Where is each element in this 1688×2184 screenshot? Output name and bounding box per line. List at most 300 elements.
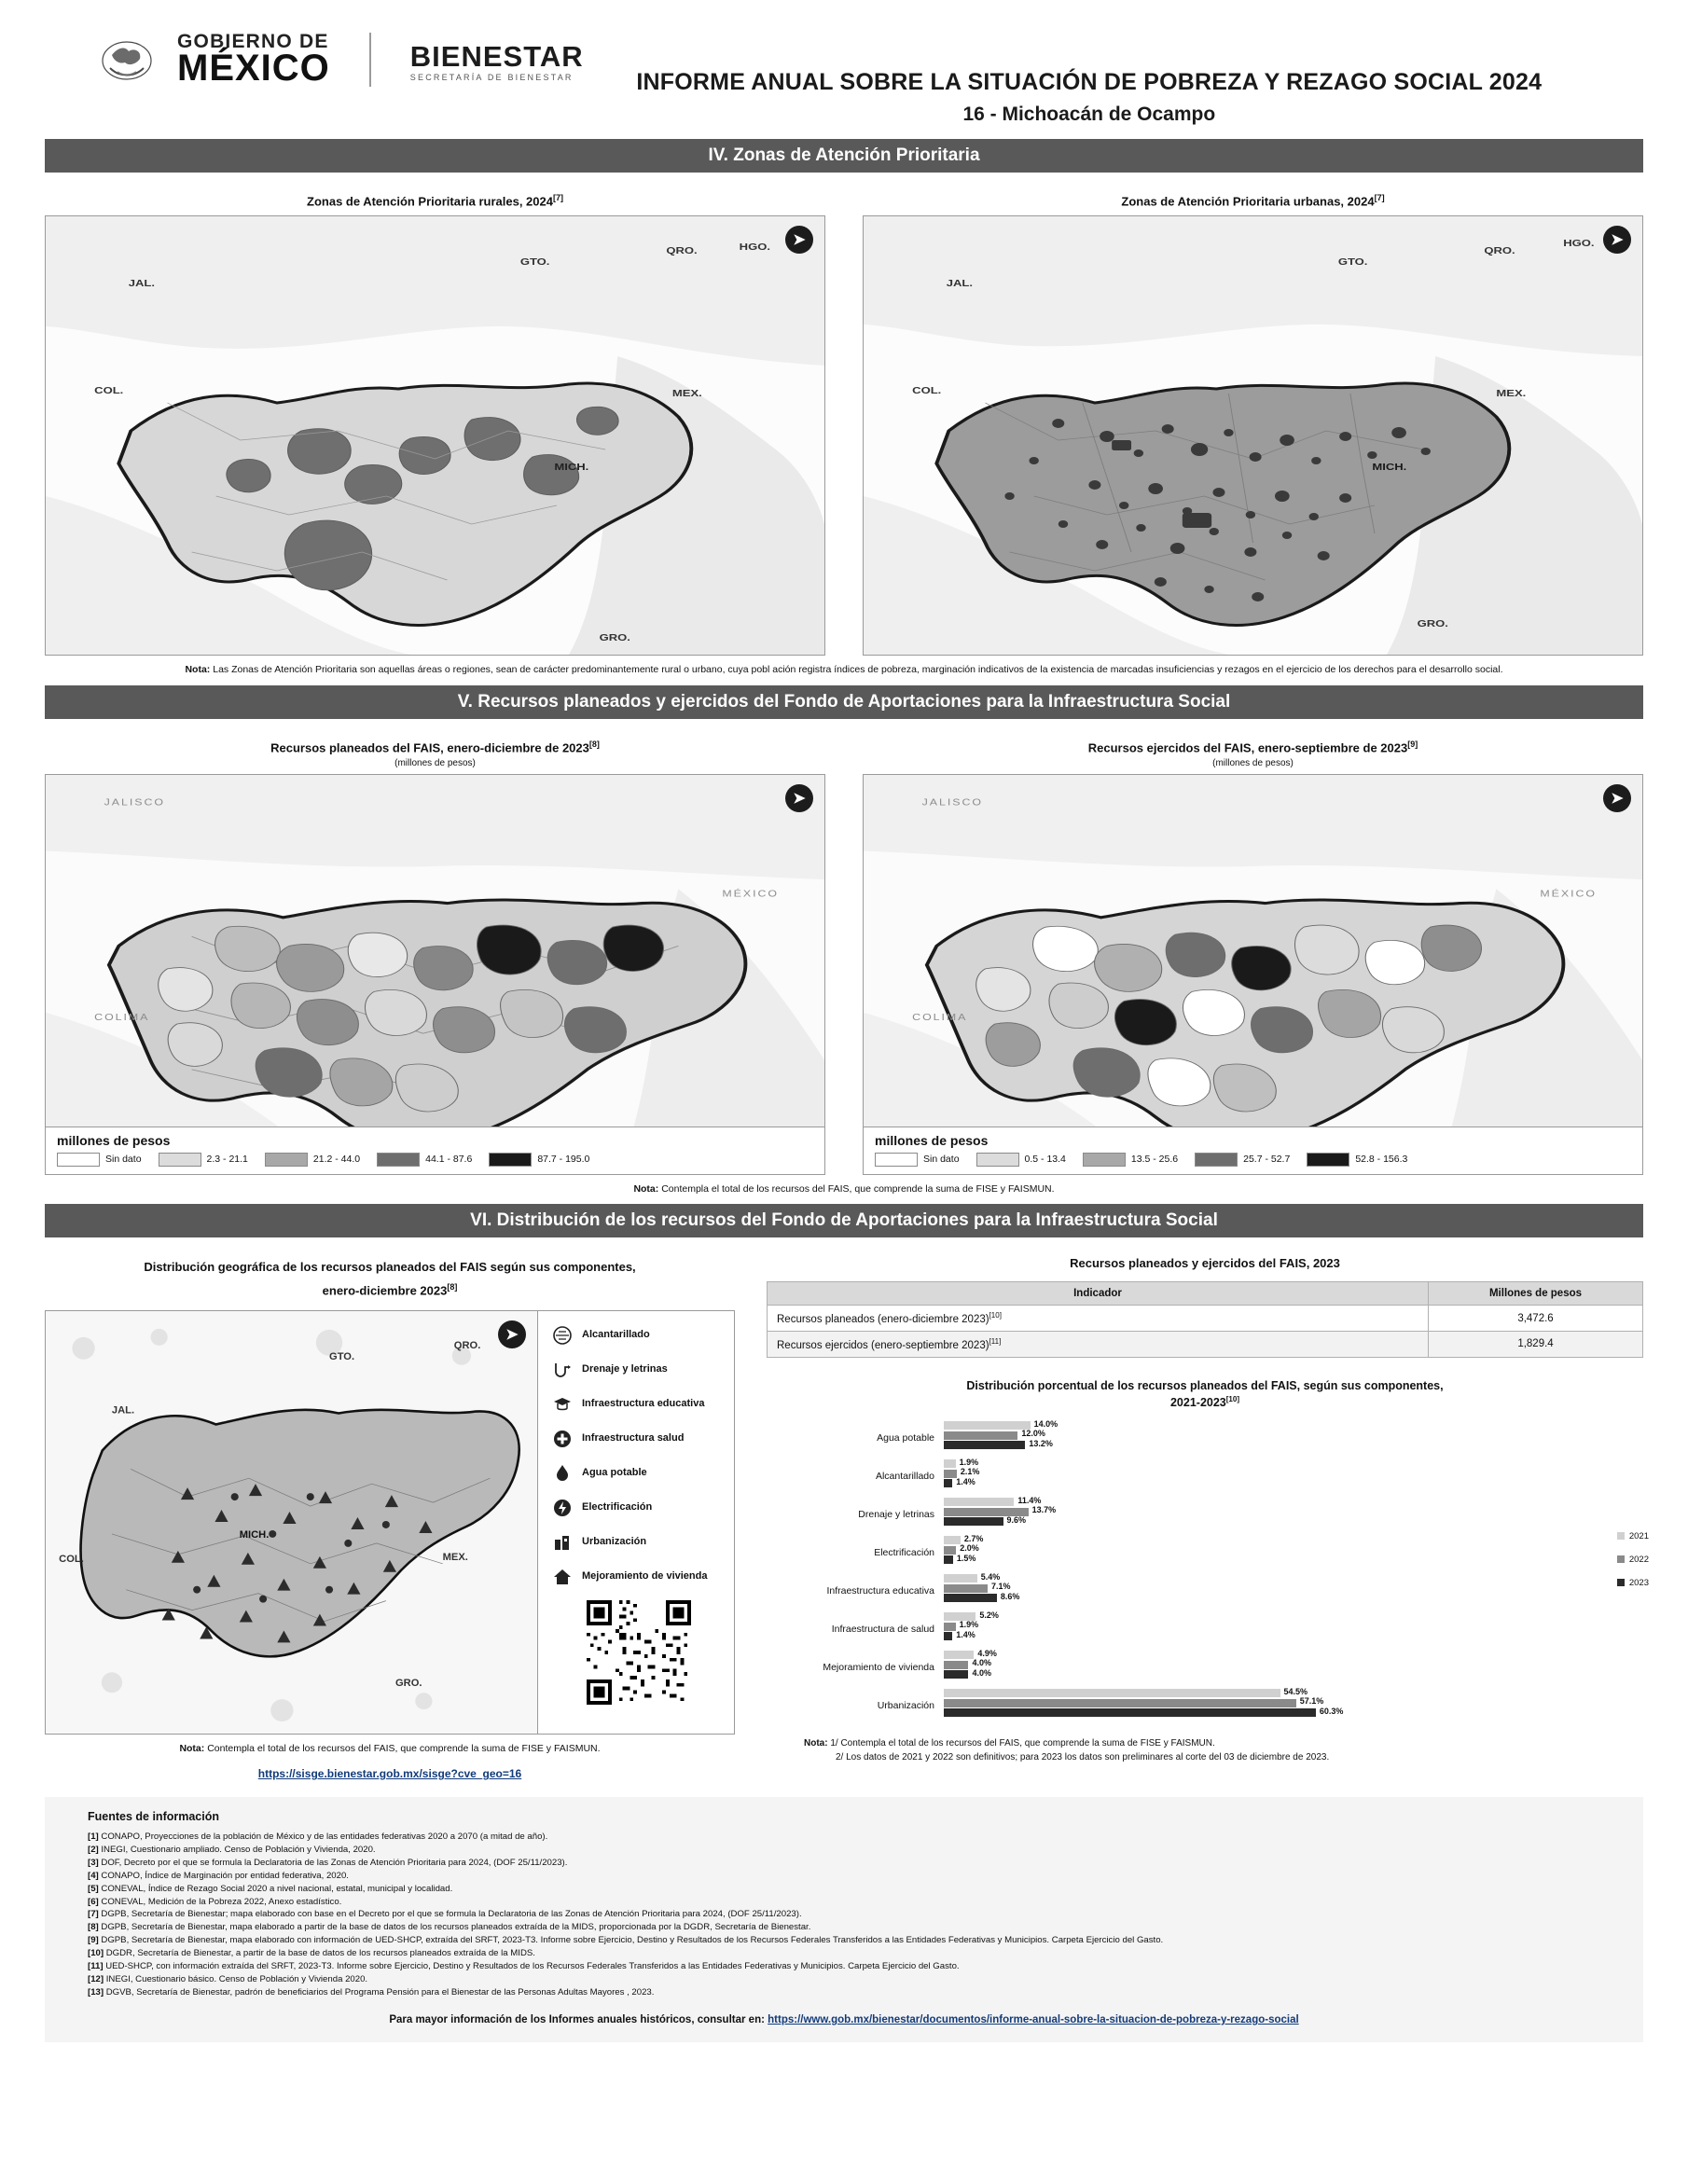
chart-title: [767, 1378, 1643, 1412]
legend-salud: [551, 1428, 725, 1450]
government-logo: [93, 26, 584, 87]
fais-ejercidos-units: (millones de pesos): [1212, 757, 1294, 768]
zap-rural-title-text: Zonas de Atención Prioritaria rurales, 2024: [307, 194, 553, 209]
components-map-note-text: Contempla el total de los recursos del FAIS, que comprende la suma de FISE y FAISMUN.: [207, 1742, 601, 1754]
government-wordmark: [177, 32, 330, 87]
legend-label: 2.3 - 21.1: [206, 1154, 248, 1166]
state-label-col: COL.: [94, 385, 124, 396]
state-label-col-2: COL.: [912, 385, 942, 396]
health-icon: [551, 1428, 574, 1450]
components-map-with-legend[interactable]: [45, 1310, 735, 1735]
source-item: [88, 1973, 1600, 1986]
sources-list: [88, 1831, 1600, 1999]
chart-bar: [944, 1620, 979, 1631]
table-cell-indicador: [768, 1306, 1429, 1332]
legend-label: Sin dato: [923, 1154, 960, 1166]
section-bar-iv: IV. Zonas de Atención Prioritaria: [45, 139, 1643, 173]
table-row: [768, 1331, 1643, 1357]
table-header-millones: Millones de pesos: [1429, 1282, 1643, 1306]
compass-icon-5: ➤: [498, 1320, 526, 1348]
row-1-sup: [11]: [989, 1336, 1002, 1346]
zap-urbana-title: [863, 193, 1643, 208]
sources-section: [45, 1797, 1643, 2042]
chart-bar: [944, 1418, 1058, 1430]
components-map[interactable]: [46, 1311, 538, 1734]
sisge-link[interactable]: https://sisge.bienestar.gob.mx/sisge?cve_geo=16: [257, 1767, 522, 1781]
table-cell-indicador: [768, 1331, 1429, 1357]
chart-bar-value: 54.5%: [1283, 1686, 1308, 1696]
zap-rural-map[interactable]: [45, 215, 825, 656]
source-item: [88, 1896, 1600, 1909]
zap-rural-panel: [45, 184, 825, 656]
source-item: [88, 1921, 1600, 1934]
fais-planeados-title-text: Recursos planeados del FAIS, enero-diciembre de 2023: [270, 740, 589, 754]
section-iv-note: [0, 656, 1688, 677]
legend-agua: [551, 1462, 725, 1485]
components-map-title: [45, 1256, 735, 1303]
legend-swatch: [1195, 1153, 1238, 1167]
legend-ejercidos: [864, 1127, 1642, 1174]
state-label-mex: MEX.: [671, 388, 702, 399]
chart-bar-value: 1.4%: [956, 1476, 975, 1486]
urbanization-icon: [551, 1531, 574, 1554]
sources-heading: Fuentes de información: [88, 1810, 219, 1824]
state-label-gto: GTO.: [519, 256, 550, 268]
components-map-panel: [45, 1247, 735, 1780]
source-number: [8]: [88, 1922, 102, 1933]
source-item: [88, 1844, 1600, 1857]
legend-planeados: [46, 1127, 824, 1174]
drain-icon: [551, 1359, 574, 1381]
footer-link-line[interactable]: [88, 2014, 1600, 2025]
compass-icon-2: ➤: [1603, 226, 1631, 254]
components-map-title-sup: [8]: [447, 1281, 458, 1292]
chart-bar: [944, 1571, 1001, 1583]
chart-category-label: Mejoramiento de vivienda: [823, 1662, 934, 1674]
source-text: CONAPO, Proyecciones de la población de México y de las entidades federativas 2020 a 2070 (a mitad de año).: [101, 1832, 548, 1843]
legend-item: [57, 1153, 142, 1167]
components-map-title-l1: Distribución geográfica de los recursos planeados del FAIS según sus componentes,: [144, 1260, 636, 1275]
legend-key-2021: [1617, 1532, 1625, 1540]
source-item: [88, 1934, 1600, 1947]
fais-ejercidos-map-svg: [864, 775, 1642, 1174]
chart-bar-value: 13.7%: [1031, 1505, 1057, 1515]
fais-planeados-map[interactable]: [45, 774, 825, 1175]
source-text: DGPB, Secretaría de Bienestar, mapa elaborado con información de UED-SHCP, extraída del SRFT, 2023-T3. Informe sobre Ejercicio, Destino y Resultados de los Recursos Federales Transferidos a las Entidades Federativas y Municipios. Carpeta Ejercicio del Gasto.: [101, 1935, 1164, 1946]
chart-bar-value: 2.0%: [960, 1543, 979, 1554]
chart-bar: [944, 1514, 1027, 1526]
legend-electrificacion-label: Electrificación: [582, 1501, 653, 1514]
zap-rural-title: [45, 193, 825, 208]
state-label-jal-2: JAL.: [946, 278, 973, 289]
chart-bar-value: 57.1%: [1299, 1696, 1324, 1707]
legend-label: 87.7 - 195.0: [537, 1154, 590, 1166]
source-text: CONEVAL, Índice de Rezago Social 2020 a nivel nacional, estatal, municipal y localidad.: [101, 1883, 453, 1894]
document-title-block: [584, 26, 1632, 126]
section-v-note-text: Contempla el total de los recursos del FAIS, que comprende la suma de FISE y FAISMUN.: [661, 1182, 1055, 1195]
source-text: CONEVAL, Medición de la Pobreza 2022, Anexo estadístico.: [101, 1896, 342, 1907]
state-label-gro-2: GRO.: [1417, 618, 1448, 629]
gob-line1: GOBIERNO DE: [177, 31, 329, 52]
source-item: [88, 1947, 1600, 1960]
chart-bar: [944, 1438, 1053, 1449]
source-number: [6]: [88, 1896, 102, 1907]
chart-category-label: Electrificación: [874, 1547, 934, 1559]
source-number: [5]: [88, 1883, 102, 1894]
chart-note-2: 2/ Los datos de 2021 y 2022 son definitivos; para 2023 los datos son preliminares al corte del 03 de diciembre de 2023.: [836, 1751, 1330, 1762]
source-number: [3]: [88, 1857, 102, 1868]
chart-bar: [944, 1629, 975, 1640]
source-number: [7]: [88, 1909, 102, 1920]
chart-category-row: [767, 1534, 1643, 1572]
table-header-row: [768, 1282, 1643, 1306]
state-label-hgo-2: HGO.: [1563, 238, 1595, 249]
legend-drenaje: [551, 1359, 725, 1381]
chart-bar-value: 9.6%: [1006, 1514, 1027, 1525]
fais-ejercidos-title: [863, 740, 1643, 754]
chart-bar: [944, 1495, 1042, 1506]
fais-planeados-title: [45, 740, 825, 754]
chart-bar-value: 2.7%: [963, 1533, 984, 1543]
chart-legend-2023: [1617, 1578, 1649, 1588]
components-label-col: COL.: [59, 1553, 84, 1565]
row-0-indicador: Recursos planeados (enero-diciembre 2023): [777, 1313, 989, 1325]
legend-item: [976, 1153, 1066, 1167]
legend-educativa: [551, 1393, 725, 1416]
source-number: [9]: [88, 1935, 102, 1946]
row-1-valor: 1,829.4: [1429, 1331, 1643, 1357]
source-number: [13]: [88, 1986, 106, 1997]
compass-icon: ➤: [785, 226, 813, 254]
legend-urbanizacion-label: Urbanización: [582, 1536, 647, 1548]
gob-line2: MÉXICO: [177, 48, 330, 89]
chart-bar: [944, 1648, 997, 1659]
chart-title-sup: [10]: [1225, 1395, 1239, 1404]
source-text: INEGI, Cuestionario ampliado. Censo de Población y Vivienda, 2020.: [101, 1844, 376, 1855]
components-map-title-l2-wrap: [45, 1279, 735, 1303]
components-label-mich: MICH.: [239, 1528, 270, 1541]
legend-alcantarillado-label: Alcantarillado: [582, 1329, 650, 1341]
legend-educativa-label: Infraestructura educativa: [582, 1398, 705, 1410]
section-vi-content: [0, 1247, 1688, 1780]
chart-bar: [944, 1429, 1045, 1440]
chart-bar-value: 2.1%: [960, 1467, 980, 1477]
chart-category-label: Infraestructura educativa: [826, 1585, 934, 1597]
legend-swatch: [1307, 1153, 1349, 1167]
components-map-note-label: Nota:: [179, 1742, 205, 1754]
map-label-jalisco-2: JALISCO: [921, 797, 983, 809]
components-bar-chart: [767, 1418, 1649, 1727]
chart-category-label: Urbanización: [877, 1700, 934, 1712]
sewer-icon: [551, 1324, 574, 1347]
chart-bar-value: 4.0%: [972, 1658, 991, 1668]
state-label-gto-2: GTO.: [1337, 256, 1368, 268]
chart-title-line2: 2021-2023: [1169, 1396, 1226, 1410]
chart-bar: [944, 1533, 984, 1544]
table-header-indicador: Indicador: [768, 1282, 1429, 1306]
chart-legend: [1617, 1531, 1649, 1601]
chart-notes: [767, 1727, 1643, 1764]
legend-text-2022: 2022: [1628, 1554, 1649, 1565]
legend-salud-label: Infraestructura salud: [582, 1432, 685, 1444]
components-map-svg: [46, 1311, 537, 1734]
source-number: [4]: [88, 1870, 102, 1881]
zap-urbana-panel: [863, 184, 1643, 656]
legend-item: [377, 1153, 472, 1167]
housing-icon: [551, 1566, 574, 1588]
chart-bar-group: [944, 1495, 1643, 1531]
chart-bar: [944, 1582, 1011, 1593]
chart-bar-value: 14.0%: [1033, 1418, 1058, 1429]
components-label-gro: GRO.: [394, 1678, 422, 1689]
chart-category-row: [767, 1458, 1643, 1496]
components-label-mex: MEX.: [442, 1551, 468, 1563]
source-text: CONAPO, Índice de Marginación por entidad federativa, 2020.: [101, 1870, 349, 1881]
legend-item: [159, 1153, 248, 1167]
map-label-mexico-2: MÉXICO: [1540, 889, 1598, 899]
chart-category-row: [767, 1687, 1643, 1725]
chart-bar-value: 5.2%: [979, 1610, 999, 1620]
legend-text-2023: 2023: [1628, 1577, 1649, 1588]
chart-title-line1: Distribución porcentual de los recursos planeados del FAIS, según sus componentes,: [966, 1378, 1444, 1392]
row-1-indicador: Recursos ejercidos (enero-septiembre 2023): [777, 1339, 989, 1351]
section-v-maps: [0, 730, 1688, 1175]
legend-vivienda-label: Mejoramiento de vivienda: [582, 1570, 708, 1583]
source-item: [88, 1883, 1600, 1896]
chart-bar-group: [944, 1459, 1643, 1493]
chart-bar-group: [944, 1418, 1643, 1455]
footer-link-prefix: Para mayor información de los Informes anuales históricos, consultar en:: [389, 2013, 765, 2025]
source-number: [1]: [88, 1832, 102, 1843]
legend-label: 52.8 - 156.3: [1355, 1154, 1408, 1166]
chart-bar: [944, 1553, 976, 1564]
state-label-mich-2: MICH.: [1372, 462, 1407, 473]
source-item: [88, 1831, 1600, 1844]
section-iv-maps: [0, 184, 1688, 656]
legend-label: 25.7 - 52.7: [1243, 1154, 1291, 1166]
map-label-mexico: MÉXICO: [722, 889, 780, 899]
chart-title-line2-wrap: [767, 1394, 1643, 1412]
bienestar-title: BIENESTAR: [409, 39, 584, 73]
table-row: [768, 1306, 1643, 1332]
map-label-colima-2: COLIMA: [912, 1012, 968, 1023]
section-v-note-label: Nota:: [633, 1182, 659, 1195]
legend-item: [265, 1153, 360, 1167]
qr-code[interactable]: [587, 1600, 691, 1705]
chart-bar-value: 11.4%: [1017, 1495, 1042, 1505]
map-label-colima: COLIMA: [94, 1012, 150, 1023]
legend-text-2021: 2021: [1628, 1530, 1649, 1541]
legend-item: [875, 1153, 960, 1167]
chart-category-label: Agua potable: [877, 1432, 934, 1444]
page-title: INFORME ANUAL SOBRE LA SITUACIÓN DE POBREZA Y REZAGO SOCIAL 2024: [636, 69, 1543, 95]
fais-ejercidos-title-sup: [9]: [1407, 739, 1418, 749]
legend-item: [1195, 1153, 1290, 1167]
legend-alcantarillado: [551, 1324, 725, 1347]
state-label-qro-2: QRO.: [1484, 245, 1515, 256]
chart-category-row: [767, 1610, 1643, 1649]
chart-bar: [944, 1543, 979, 1555]
chart-bar-value: 12.0%: [1021, 1429, 1045, 1439]
source-item: [88, 1960, 1600, 1973]
legend-items-ejercidos: [875, 1153, 1633, 1167]
zap-urbana-map[interactable]: [863, 215, 1643, 656]
legend-key-2023: [1617, 1579, 1625, 1586]
legend-title-ejercidos: millones de pesos: [875, 1132, 989, 1148]
row-0-valor: 3,472.6: [1429, 1306, 1643, 1332]
legend-label: Sin dato: [105, 1154, 142, 1166]
sisge-link-line[interactable]: [45, 1767, 735, 1780]
components-map-note: [45, 1735, 735, 1756]
legend-vivienda: [551, 1566, 725, 1588]
compass-icon-3: ➤: [785, 784, 813, 812]
legend-swatch: [159, 1153, 201, 1167]
legend-title-planeados: millones de pesos: [57, 1132, 171, 1148]
source-number: [2]: [88, 1844, 102, 1855]
legend-key-2022: [1617, 1555, 1625, 1563]
source-text: DGPB, Secretaría de Bienestar, mapa elaborado a partir de la base de datos de los recursos planeados extraída de la MIDS, proporcionada por la DGDR, Secretaría de Bienestar.: [101, 1922, 811, 1933]
chart-category-row: [767, 1496, 1643, 1534]
legend-swatch: [57, 1153, 100, 1167]
legend-drenaje-label: Drenaje y letrinas: [582, 1363, 668, 1375]
chart-bar-value: 13.2%: [1029, 1438, 1053, 1448]
legend-swatch: [265, 1153, 308, 1167]
legend-swatch: [1083, 1153, 1126, 1167]
page-header: [0, 0, 1688, 126]
state-label-mex-2: MEX.: [1496, 388, 1527, 399]
education-icon: [551, 1393, 574, 1416]
fais-planeados-units: (millones de pesos): [394, 757, 476, 768]
bienestar-subtitle: SECRETARÍA DE BIENESTAR: [409, 73, 574, 83]
legend-swatch: [976, 1153, 1019, 1167]
chart-category-label: Alcantarillado: [875, 1471, 934, 1483]
logo-divider: [369, 33, 371, 87]
source-item: [88, 1857, 1600, 1870]
chart-legend-2021: [1617, 1531, 1649, 1541]
legend-label: 44.1 - 87.6: [425, 1154, 473, 1166]
chart-bar-value: 4.9%: [977, 1648, 997, 1658]
legend-swatch: [875, 1153, 918, 1167]
state-label-jal: JAL.: [128, 278, 155, 289]
section-v-note: [0, 1175, 1688, 1196]
chart-category-row: [767, 1572, 1643, 1610]
section-iv-note-label: Nota:: [185, 664, 211, 676]
eagle-emblem-icon: [93, 33, 160, 87]
chart-category-row: [767, 1419, 1643, 1458]
chart-bar-value: 1.9%: [959, 1620, 979, 1630]
state-label-mich: MICH.: [554, 462, 589, 473]
state-label-hgo: HGO.: [739, 242, 770, 253]
state-label-qro: QRO.: [666, 245, 698, 256]
section-iv-note-text: Las Zonas de Atención Prioritaria son aquellas áreas o regiones, sean de carácter predominantemente rural o urbano, cuya pobl ación registra índices de pobreza, marginación indicativos de la existencia de marcadas insuficiencias y rezagos en el ejercicio de los derechos para el desarrollo social.: [213, 664, 1503, 676]
source-text: UED-SHCP, con información extraída del SRFT, 2023-T3. Informe sobre Ejercicio, Destino y Resultados de los Recursos Federales Transferidos a las Entidades Federativas y Municipios. Carpeta Ejercicio del Gasto.: [105, 1961, 960, 1972]
chart-bar-value: 8.6%: [1000, 1591, 1020, 1601]
components-label-qro: QRO.: [453, 1339, 481, 1351]
legend-item: [1307, 1153, 1407, 1167]
source-item: [88, 1870, 1600, 1883]
fais-planeados-panel: [45, 730, 825, 1175]
electricity-icon: [551, 1497, 574, 1519]
components-label-jal: JAL.: [111, 1404, 135, 1417]
chart-category-row: [767, 1649, 1643, 1687]
legend-item: [489, 1153, 589, 1167]
components-map-title-l2: enero-diciembre 2023: [322, 1283, 448, 1298]
zap-rural-map-svg: [46, 216, 824, 655]
chart-legend-2022: [1617, 1555, 1649, 1565]
fais-ejercidos-panel: [863, 730, 1643, 1175]
chart-category-label: Infraestructura de salud: [831, 1624, 934, 1636]
row-0-sup: [10]: [989, 1311, 1002, 1320]
legend-electrificacion: [551, 1497, 725, 1519]
resources-table: [767, 1281, 1643, 1358]
components-legend: [538, 1311, 734, 1734]
fais-planeados-map-svg: [46, 775, 824, 1174]
chart-bar-value: 4.0%: [972, 1667, 991, 1678]
zap-rural-title-sup: [7]: [552, 193, 563, 202]
chart-bar-group: [944, 1686, 1643, 1722]
chart-category-label: Drenaje y letrinas: [858, 1509, 934, 1521]
chart-bar-value: 5.4%: [980, 1571, 1001, 1582]
source-text: DGDR, Secretaría de Bienestar, a partir de la base de datos de los recursos planeados extraída de la MIDS.: [105, 1948, 535, 1959]
chart-note-1: 1/ Contempla el total de los recursos del FAIS, que comprende la suma de FISE y FAISMUN.: [830, 1737, 1215, 1749]
fais-planeados-title-sup: [8]: [588, 739, 600, 749]
source-number: [12]: [88, 1973, 106, 1984]
resources-table-title: Recursos planeados y ejercidos del FAIS, 2023: [1070, 1256, 1340, 1271]
state-label-gro: GRO.: [599, 632, 630, 643]
zap-urbana-title-sup: [7]: [1374, 193, 1385, 202]
chart-note-label: Nota:: [804, 1737, 828, 1749]
legend-items-planeados: [57, 1153, 815, 1167]
map-label-jalisco: JALISCO: [104, 797, 165, 809]
source-text: DOF, Decreto por el que se formula la Declaratoria de las Zonas de Atención Prioritaria para 2024, (DOF 25/11/2023).: [101, 1857, 568, 1868]
source-number: [11]: [88, 1961, 106, 1972]
fais-ejercidos-map[interactable]: [863, 774, 1643, 1175]
chart-bar-group: [944, 1571, 1643, 1608]
legend-item: [1083, 1153, 1178, 1167]
legend-label: 0.5 - 13.4: [1024, 1154, 1066, 1166]
legend-swatch: [489, 1153, 532, 1167]
chart-rows: [767, 1419, 1643, 1725]
water-drop-icon: [551, 1462, 574, 1485]
chart-bar-value: 1.5%: [956, 1553, 976, 1563]
chart-bar-value: 7.1%: [990, 1582, 1011, 1592]
components-label-gto: GTO.: [329, 1350, 355, 1362]
fais-ejercidos-title-text: Recursos ejercidos del FAIS, enero-septiembre de 2023: [1087, 740, 1408, 754]
chart-bar: [944, 1706, 1344, 1717]
resources-panel: [767, 1247, 1649, 1780]
chart-bar: [944, 1667, 991, 1679]
chart-bar-value: 60.3%: [1319, 1706, 1344, 1716]
chart-bar: [944, 1457, 979, 1468]
zap-urbana-map-svg: [864, 216, 1642, 655]
source-number: [10]: [88, 1948, 106, 1959]
legend-swatch: [377, 1153, 420, 1167]
chart-bar-value: 1.4%: [956, 1629, 975, 1639]
historic-reports-link[interactable]: https://www.gob.mx/bienestar/documentos/informe-anual-sobre-la-situacion-de-pobreza-y-rezago-social: [768, 2013, 1299, 2025]
legend-agua-label: Agua potable: [582, 1467, 647, 1479]
section-bar-v: V. Recursos planeados y ejercidos del Fondo de Aportaciones para la Infraestructura Social: [45, 685, 1643, 719]
legend-label: 21.2 - 44.0: [312, 1154, 361, 1166]
chart-bar: [944, 1476, 975, 1487]
chart-bar: [944, 1591, 1020, 1602]
chart-bar: [944, 1658, 991, 1669]
legend-urbanizacion: [551, 1531, 725, 1554]
chart-bar-group: [944, 1648, 1643, 1684]
chart-bar-value: 1.9%: [959, 1457, 979, 1467]
source-text: DGPB, Secretaría de Bienestar; mapa elaborado con base en el Decreto por el que se formula la Declaratoria de las Zonas de Atención Prioritaria para 2024, (DOF 25/11/2023).: [101, 1909, 802, 1920]
source-text: INEGI, Cuestionario básico. Censo de Población y Vivienda 2020.: [105, 1973, 368, 1984]
zap-urbana-title-text: Zonas de Atención Prioritaria urbanas, 2024: [1121, 194, 1375, 209]
